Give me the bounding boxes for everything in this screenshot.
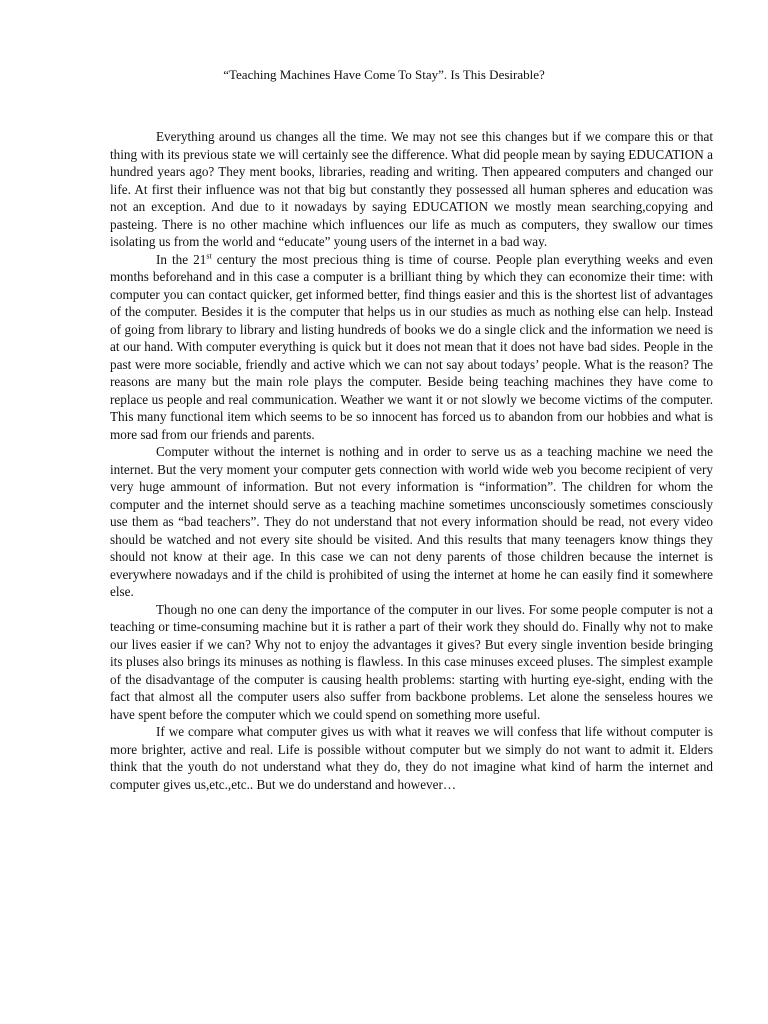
document-title: “Teaching Machines Have Come To Stay”. Is This Desirable? [223, 67, 545, 82]
paragraph-4-text: Though no one can deny the importance of the computer in our lives. For some people computer is not a teaching or time-consuming machine but it is rather a part of their work they should do. Finally why not to make our lives easier if we can? Why not to enjoy the advantages it gives? But every single invention beside bringing its pluses also brings its minuses as nothing is flawless. In this case minuses exceed pluses. The simplest example of the disadvantage of the computer is causing health problems: starting with hurting eye-sight, ending with the fact that almost all the computer users also suffer from backbone problems. Let alone the senseless houres we have spent before the computer which we could spend on something more useful. [110, 601, 713, 722]
document-body [110, 128, 713, 793]
paragraph-3-text: Computer without the internet is nothing and in order to serve us as a teaching machine we need the internet. But the very moment your computer gets connection with world wide web you become recipient of very very huge ammount of information. But not every information is “information”. The children for whom the computer and the internet should serve as a teaching machine sometimes unconsciously sometimes consciously use them as “bad teachers”. They do not understand that not every information should be read, not every video should be watched and not every site should be visited. And this results that many teenagers know things they should not know at their age. In this case we can not deny parents of those children because the internet is everywhere nowadays and if the child is prohibited of using the internet at home he can easily find it somewhere else. [110, 444, 713, 599]
paragraph-5 [110, 723, 713, 793]
paragraph-2-text: century the most precious thing is time of course. People plan everything weeks and even months beforehand and in this case a computer is a brilliant thing by which they can economize their time: with computer you can contact quicker, get informed better, find things easier and this is the shortest list of advantages of the computer. Besides it is the computer that helps us in our studies as much as nothing else can help. Instead of going from library to library and listing hundreds of books we do a single click and the information we need is at our hand. With computer everything is quick but it does not mean that it does not have bad sides. People in the past were more sociable, friendly and active which we can not say about todays’ people. What is the reason? The reasons are many but the main role plays the computer. Beside being teaching machines they have come to replace us people and real communication. Weather we want it or not slowly we become victims of the computer. This many functional item which seems to be so innocent has forced us to abandon from our hobbies and what is more sad from our friends and parents. [110, 251, 713, 442]
paragraph-1 [110, 128, 713, 251]
paragraph-5-text: If we compare what computer gives us with what it reaves we will confess that life without computer is more brighter, active and real. Life is possible without computer but we simply do not want to admit it. Elders think that the youth do not understand what they do, they do not imagine what kind of harm the internet and computer gives us,etc.,etc.. But we do understand and however… [110, 724, 713, 792]
paragraph-4 [110, 601, 713, 724]
paragraph-1-text: Everything around us changes all the time. We may not see this changes but if we compare this or that thing with its previous state we will certainly see the difference. What did people mean by saying EDUCATION a hundred years ago? They ment books, libraries, reading and writing. Then appeared computers and changed our life. At first their influence was not that big but constantly they possessed all human spheres and education was not an exception. And due to it nowadays by saying EDUCATION we mostly mean searching,copying and pasteing. There is no other machine which influences our life as much as computers, they swallow our times isolating us from the world and “educate” young users of the internet in a bad way. [110, 129, 713, 249]
paragraph-2-lead: In the 21 [156, 251, 207, 267]
ordinal-suffix: st [206, 251, 212, 261]
paragraph-3 [110, 443, 713, 601]
paragraph-2 [110, 251, 713, 444]
